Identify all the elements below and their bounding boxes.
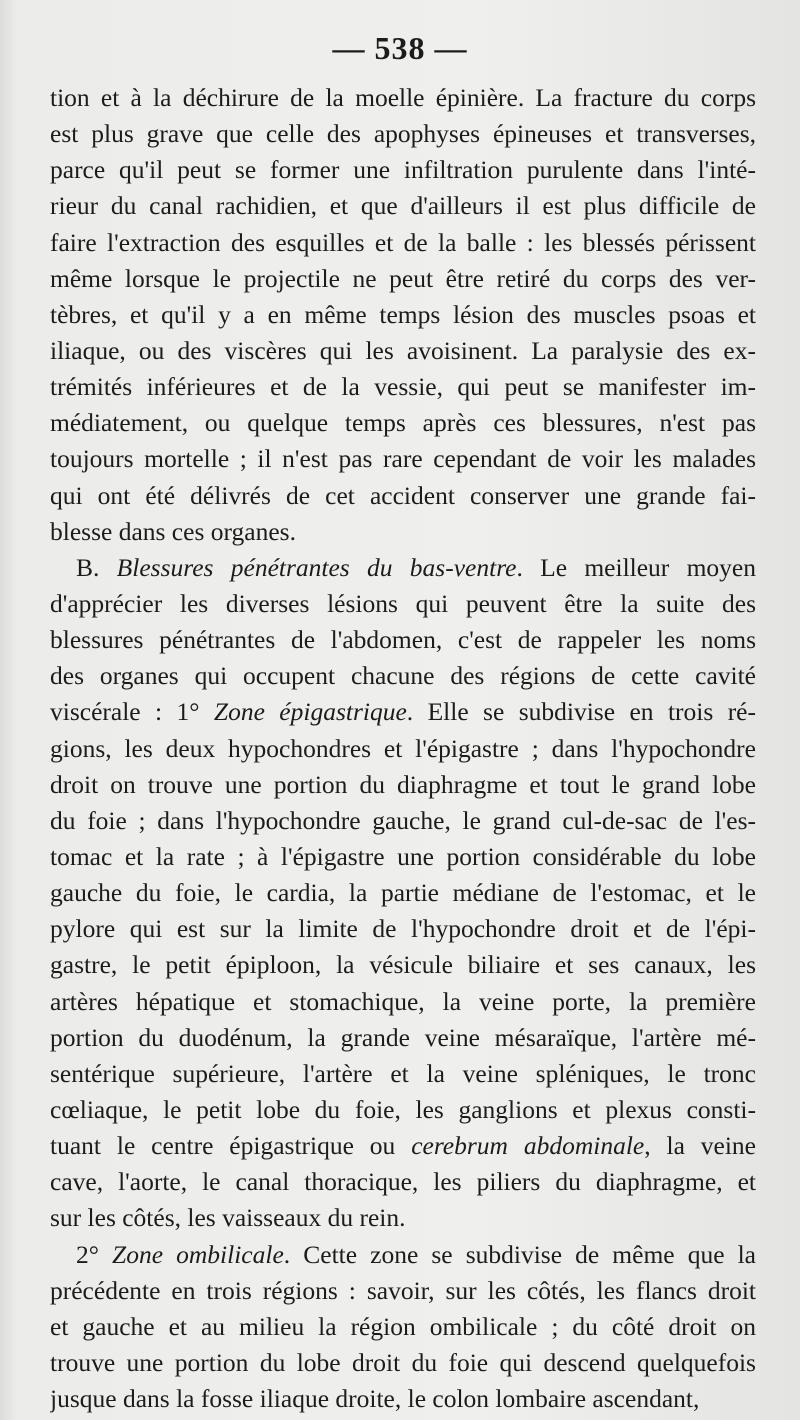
text-run: parce qu'il peut se former une infiltration purulente dans l'inté-: [50, 155, 756, 185]
text-run: gauche du foie, le cardia, la partie médiane de l'estomac, et le: [50, 878, 756, 908]
text-run: tuant le centre épigastrique ou: [50, 1131, 412, 1161]
text-run: jusque dans la fosse iliaque droite, le colon lombaire ascendant,: [50, 1384, 700, 1414]
text-run: viscérale : 1°: [50, 697, 214, 727]
text-run: . Cette zone se subdivise de même que la: [283, 1239, 756, 1269]
text-run: pylore qui est sur la limite de l'hypochondre droit et de l'épi-: [50, 914, 756, 944]
text-line: [50, 1345, 756, 1381]
text-run: gastre, le petit épiploon, la vésicule biliaire et ses canaux, les: [50, 950, 756, 980]
text-line: [50, 514, 756, 550]
text-line: [50, 1200, 756, 1236]
text-run: tion et à la déchirure de la moelle épinière. La fracture du corps: [50, 83, 756, 112]
text-line: [50, 297, 756, 333]
text-line: [50, 767, 756, 803]
text-run: faire l'extraction des esquilles et de la balle : les blessés périssent: [50, 227, 756, 257]
text-line: [50, 80, 756, 116]
text-run: tèbres, et qu'il y a en même temps lésion des muscles psoas et: [50, 299, 756, 329]
text-run: portion du duodénum, la grande veine mésaraïque, l'artère mé-: [50, 1022, 756, 1052]
text-run: trouve une portion du lobe droit du foie qui descend quelquefois: [50, 1347, 756, 1377]
text-run: iliaque, ou des viscères qui les avoisinent. La paralysie des ex-: [50, 335, 756, 365]
text-run: rieur du canal rachidien, et que d'ailleurs il est plus difficile de: [50, 191, 756, 221]
text-line: [50, 839, 756, 875]
text-line: [50, 911, 756, 947]
text-line: [50, 369, 756, 405]
body-text: [50, 80, 756, 1417]
text-run: et gauche et au milieu la région ombilicale ; du côté droit on: [50, 1311, 756, 1341]
text-line: [50, 550, 756, 586]
text-line: [50, 1273, 756, 1309]
text-run: d'apprécier les diverses lésions qui peuvent être la suite des: [50, 588, 756, 618]
text-line: [50, 694, 756, 730]
text-line: [50, 478, 756, 514]
text-run: , la veine: [644, 1131, 756, 1161]
text-line: [50, 116, 756, 152]
text-line: [50, 586, 756, 622]
text-run: . Le meilleur moyen: [516, 552, 756, 582]
text-run: précédente en trois régions : savoir, sur les côtés, les flancs droit: [50, 1275, 756, 1305]
text-line: [50, 731, 756, 767]
text-line: [50, 441, 756, 477]
text-line: [50, 1309, 756, 1345]
text-line: [50, 405, 756, 441]
text-run: sur les côtés, les vaisseaux du rein.: [50, 1203, 406, 1233]
text-line: [50, 1056, 756, 1092]
text-line: [50, 1020, 756, 1056]
text-run: cave, l'aorte, le canal thoracique, les piliers du diaphragme, et: [50, 1167, 756, 1197]
text-run: blesse dans ces organes.: [50, 516, 296, 546]
text-line: [50, 1164, 756, 1200]
text-run: qui ont été délivrés de cet accident conserver une grande fai-: [50, 480, 756, 510]
italic-phrase: Zone ombilicale: [112, 1239, 284, 1269]
text-line: [50, 622, 756, 658]
text-line: [50, 333, 756, 369]
text-run: même lorsque le projectile ne peut être retiré du corps des ver-: [50, 263, 756, 293]
text-line: [50, 658, 756, 694]
text-line: [50, 875, 756, 911]
text-run: 2°: [76, 1239, 113, 1269]
text-line: [50, 152, 756, 188]
text-line: [50, 984, 756, 1020]
text-line: [50, 225, 756, 261]
text-run: des organes qui occupent chacune des régions de cette cavité: [50, 661, 756, 691]
text-line: [50, 1128, 756, 1164]
text-line: [50, 803, 756, 839]
italic-phrase: cerebrum abdominale: [411, 1131, 645, 1161]
text-run: . Elle se subdivise en trois ré-: [406, 697, 756, 727]
italic-phrase: Blessures pénétrantes du bas-ventre: [116, 552, 517, 582]
text-line: [50, 1237, 756, 1273]
text-run: du foie ; dans l'hypochondre gauche, le grand cul-de-sac de l'es-: [50, 805, 756, 835]
text-run: médiatement, ou quelque temps après ces blessures, n'est pas: [50, 408, 756, 438]
text-run: droit on trouve une portion du diaphragme et tout le grand lobe: [50, 769, 756, 799]
text-line: [50, 261, 756, 297]
text-run: artères hépatique et stomachique, la veine porte, la première: [50, 986, 756, 1016]
text-run: blessures pénétrantes de l'abdomen, c'est de rappeler les noms: [50, 625, 756, 655]
text-line: [50, 1092, 756, 1128]
text-line: [50, 1381, 756, 1417]
text-run: toujours mortelle ; il n'est pas rare cependant de voir les malades: [50, 444, 756, 474]
text-line: [50, 947, 756, 983]
text-run: B.: [76, 552, 117, 582]
text-run: tomac et la rate ; à l'épigastre une portion considérable du lobe: [50, 841, 756, 871]
text-run: sentérique supérieure, l'artère et la veine spléniques, le tronc: [50, 1058, 756, 1088]
text-line: [50, 188, 756, 224]
text-run: cœliaque, le petit lobe du foie, les ganglions et plexus consti-: [50, 1094, 756, 1124]
text-run: gions, les deux hypochondres et l'épigastre ; dans l'hypochondre: [50, 733, 756, 763]
italic-phrase: Zone épigastrique: [213, 697, 407, 727]
text-run: trémités inférieures et de la vessie, qui peut se manifester im-: [50, 372, 756, 402]
page-number: — 538 —: [332, 30, 468, 66]
text-run: est plus grave que celle des apophyses épineuses et transverses,: [50, 119, 756, 149]
